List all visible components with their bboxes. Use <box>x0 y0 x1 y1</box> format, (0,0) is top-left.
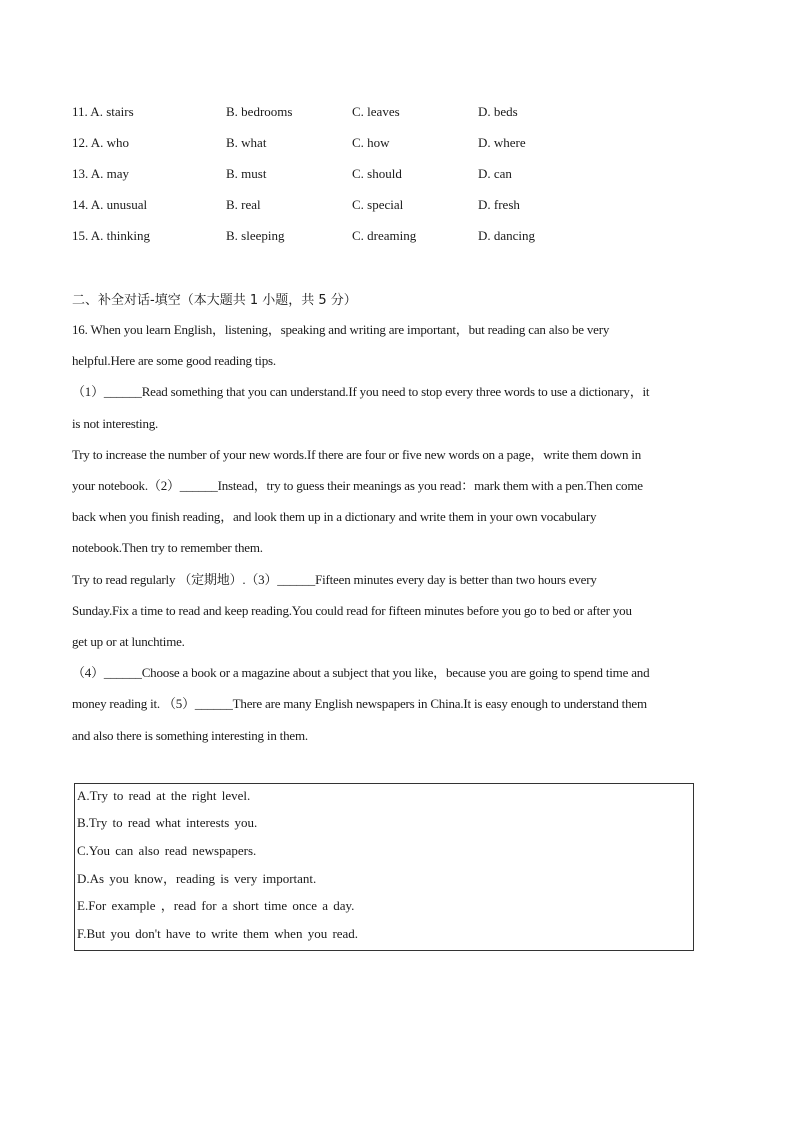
passage-line: get up or at lunchtime. <box>72 634 185 649</box>
option-c: C. how <box>352 135 390 150</box>
option-b: B. must <box>226 166 267 181</box>
passage-line: 16. When you learn English，listening，speaking and writing are important，but reading can also be very <box>72 322 610 337</box>
passage-line: is not interesting. <box>72 416 159 431</box>
option-b: B. bedrooms <box>226 104 293 119</box>
question-number: 15. A. thinking <box>72 228 151 243</box>
option-b: B. what <box>226 135 267 150</box>
option-c: C. should <box>352 166 402 181</box>
choice-d: D.As you know，reading is very important. <box>77 871 317 886</box>
passage-line: Sunday.Fix a time to read and keep reading.You could read for fifteen minutes before you go to bed or after you <box>72 603 632 618</box>
option-d: D. beds <box>478 104 518 119</box>
passage-line: helpful.Here are some good reading tips. <box>72 353 276 368</box>
section-title: 二、补全对话-填空（本大题共 1 小题，共 5 分） <box>72 293 357 308</box>
choice-b: B.Try to read what interests you. <box>77 815 258 830</box>
passage-line: money reading it. （5）______There are many English newspapers in China.It is easy enough to understand them <box>72 696 647 711</box>
option-b: B. sleeping <box>226 228 285 243</box>
choice-f: F.But you don't have to write them when you read. <box>77 926 359 941</box>
choice-c: C.You can also read newspapers. <box>77 843 257 858</box>
passage-line: Try to increase the number of your new words.If there are four or five new words on a page，write them down in <box>72 447 642 462</box>
passage-line: your notebook.（2）______Instead，try to guess their meanings as you read：mark them with a pen.Then come <box>72 478 643 493</box>
option-c: C. special <box>352 197 404 212</box>
question-number: 12. A. who <box>72 135 130 150</box>
option-d: D. can <box>478 166 512 181</box>
passage-line: Try to read regularly （定期地）.（3）______Fifteen minutes every day is better than two hours every <box>72 572 597 587</box>
choice-a: A.Try to read at the right level. <box>77 788 251 803</box>
passage-line: and also there is something interesting in them. <box>72 728 308 743</box>
option-b: B. real <box>226 197 261 212</box>
choices-box <box>74 783 694 951</box>
passage-line: （4）______Choose a book or a magazine about a subject that you like，because you are going to spend time and <box>72 665 650 680</box>
option-d: D. dancing <box>478 228 536 243</box>
passage-line: notebook.Then try to remember them. <box>72 540 263 555</box>
option-d: D. where <box>478 135 526 150</box>
question-number: 14. A. unusual <box>72 197 148 212</box>
option-d: D. fresh <box>478 197 520 212</box>
passage-line: （1）______Read something that you can understand.If you need to stop every three words to use a dictionary，it <box>72 384 650 399</box>
question-number: 13. A. may <box>72 166 130 181</box>
option-c: C. leaves <box>352 104 400 119</box>
option-c: C. dreaming <box>352 228 417 243</box>
passage-line: back when you finish reading，and look them up in a dictionary and write them in your own vocabulary <box>72 509 597 524</box>
choice-e: E.For example ，read for a short time once a day. <box>77 898 355 913</box>
question-number: 11. A. stairs <box>72 104 134 119</box>
